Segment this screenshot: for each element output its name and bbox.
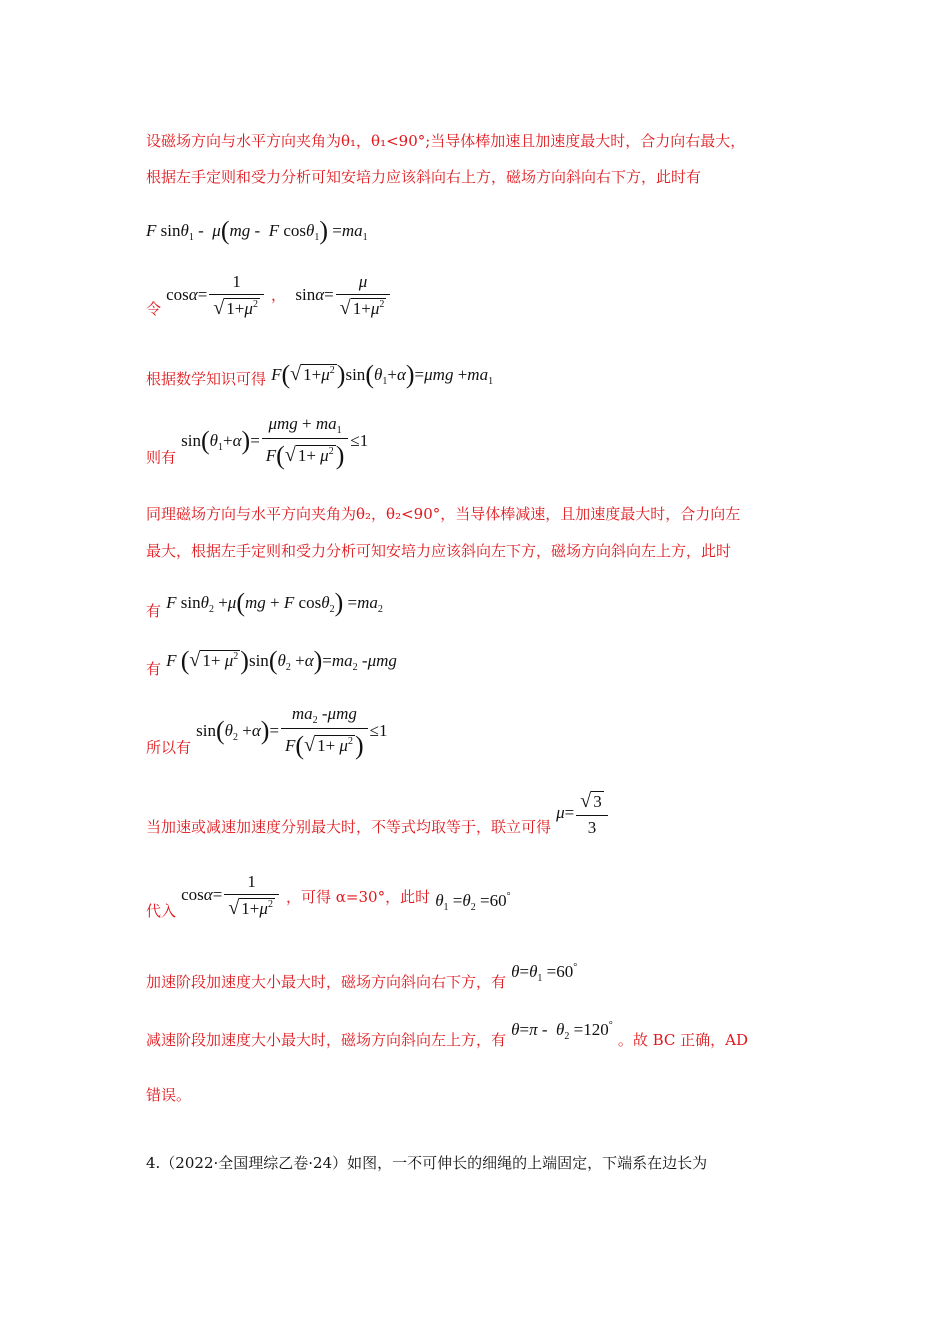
decel-equation-line xyxy=(146,588,383,621)
paragraph-line: 错误。 xyxy=(146,1086,192,1104)
result-text: 当加速或减速加速度分别最大时，不等式均取等于，联立可得 xyxy=(146,817,552,836)
paragraph-line: 最大，根据左手定则和受力分析可知安培力应该斜向左下方，磁场方向斜向左上方，此时 xyxy=(146,542,732,560)
alpha-result: ，可得 α=30°，此时 xyxy=(286,887,431,906)
equation-combined: F(√ $1+\mu^2)\sin(\theta_1+\alpha)=\mu mg +ma_1$ xyxy=(271,360,494,389)
equation-accel: F sinθ$_1$ - μ(mg - F $\cos\theta_1) =ma_1$ xyxy=(146,216,368,245)
conclusion-text: 。故 BC 正确，AD xyxy=(617,1031,748,1049)
paragraph-line: 同理磁场方向与水平方向夹角为θ₂，θ₂<90°，当导体棒减速，且加速度最大时，合力向左 xyxy=(146,505,741,523)
equation-theta-equal: $\theta_1 =\theta_2 =60^\circ$ xyxy=(435,890,511,913)
accel-theta-line xyxy=(146,962,577,992)
question-4: 4.（2022·全国理综乙卷·24）如图，一不可伸长的细绳的上端固定，下端系在边长为 xyxy=(146,1154,708,1172)
equation-theta-decel: $\theta=\pi - \theta_2 =120^\circ$ xyxy=(511,1020,613,1042)
knowledge-label: 根据数学知识可得 xyxy=(146,370,267,388)
equation-mu: μ= $\frac{√ 3}{3}$ xyxy=(556,803,610,822)
equation-sin-alpha: sinα= $\frac{\mu}{√ 1+\mu^2}$ xyxy=(291,285,392,304)
ling-label: 令 xyxy=(146,299,162,318)
dairu-label: 代入 xyxy=(146,901,177,920)
substitute-line xyxy=(146,872,511,921)
inequality-line-1 xyxy=(146,414,368,471)
substitution-line: 令 cosα= $\frac{1}{√ 1+\mu^2}$ ， sinα= $\frac{\mu}{√ 1+\mu^2}$ xyxy=(146,272,392,320)
you-label: 有 xyxy=(146,602,162,620)
paragraph-line: 设磁场方向与水平方向夹角为θ₁，θ₁<90°;当导体棒加速且加速度最大时，合力向右最大， xyxy=(146,132,746,150)
equation-cos-alpha-2: cosα= $\frac{1}{√ 1+\mu^2}$ xyxy=(181,885,281,904)
math-knowledge-line xyxy=(146,360,493,390)
suoyiyou-label: 所以有 xyxy=(146,738,192,757)
mu-result-line xyxy=(146,790,610,838)
zeyou-label: 则有 xyxy=(146,448,177,467)
equation-inequality-1: $\sin(\theta_1+\alpha)=$ $\frac{\mu mg + ma_1}{F(√ 1+ \mu^2)}$ ≤1 xyxy=(181,414,369,470)
equation-cos-alpha: cosα= $\frac{1}{√ 1+\mu^2}$ xyxy=(166,285,266,304)
paragraph-line: 根据左手定则和受力分析可知安培力应该斜向右上方，磁场方向斜向右下方，此时有 xyxy=(146,168,702,186)
equation-inequality-2: $\sin(\theta_2 +\alpha)=$ $\frac{ma_2 -\mu mg}{F(√ 1+ \mu^2)}$ ≤1 xyxy=(196,704,388,760)
equation-decel-combined: F (√ $1+ \mu^2)\sin(\theta_2 +\alpha)=ma_2$ -μmg xyxy=(166,646,397,675)
you-label: 有 xyxy=(146,660,162,678)
accel-text: 加速阶段加速度大小最大时，磁场方向斜向右下方，有 xyxy=(146,973,507,991)
decel-text: 减速阶段加速度大小最大时，磁场方向斜向左上方，有 xyxy=(146,1031,507,1049)
inequality-line-2 xyxy=(146,704,387,761)
equation-theta-accel: $\theta=\theta_1 =60^\circ$ xyxy=(511,962,578,984)
decel-combined-line xyxy=(146,646,397,679)
decel-theta-line xyxy=(146,1020,748,1050)
equation-decel: F sinθ$_2$ +μ(mg + F $\cos\theta_2) =ma_2$ xyxy=(166,588,383,617)
